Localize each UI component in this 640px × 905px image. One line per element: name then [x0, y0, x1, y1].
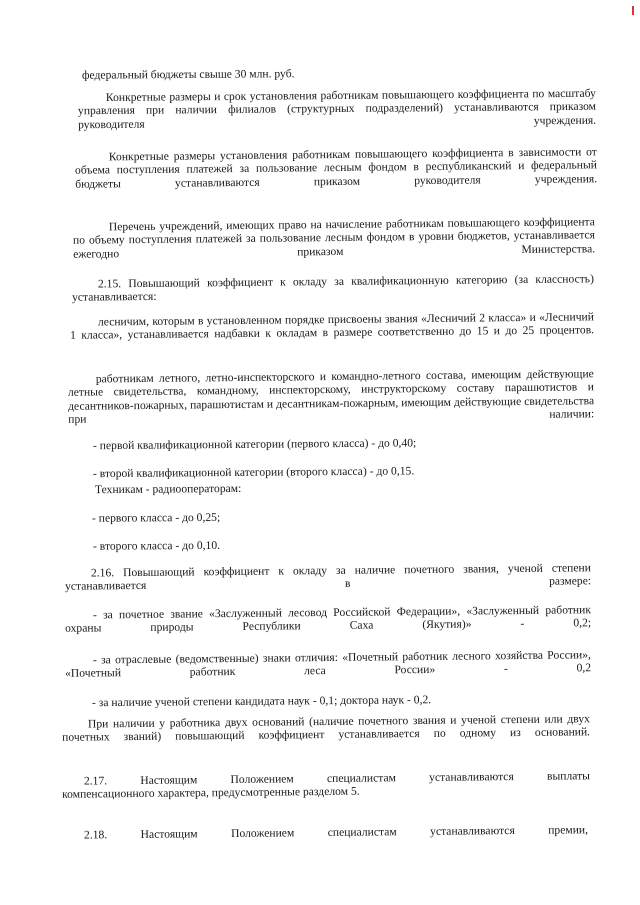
paragraph-income: Конкретные размеры установления работникам повышающего коэффициента в зависимости от объема поступления платежей за пользование лесным фондом в республиканский и федеральный бюджеты устанавливаются приказом руководителя учреждения.	[74, 145, 598, 191]
section-2-16-badges: - за отраслевые (ведомственные) знаки отличия: «Почетный работник лесного хозяйства России», «Почетный работник леса России» - 0,2	[65, 648, 592, 681]
section-2-15-tech-class-2: - второго класса - до 0,10.	[92, 538, 221, 553]
section-2-15-foresters: лесничим, которым в установленном порядке присвоены звания «Лесничий 2 класса» и «Лесничий 1 класса», устанавливается надбавки к окладам в размере соответственно до 15 и до 25 процентов.	[70, 310, 595, 343]
paragraph-list-institutions: Перечень учреждений, имеющих право на начисление работникам повышающего коэффициента по объему поступления платежей за пользование лесным фондом в уровни бюджетов, устанавливается ежегодно приказом Министерства.	[72, 215, 596, 261]
section-2-17-line-1: 2.17. Настоящим Положением специалистам устанавливаются выплаты	[83, 769, 590, 788]
scan-corner-mark	[632, 6, 634, 15]
section-2-18-line-1: 2.18. Настоящим Положением специалистам устанавливаются премии,	[83, 823, 589, 842]
section-2-17	[62, 769, 590, 801]
section-2-15-heading: 2.15. Повышающий коэффициент к окладу за квалификационную категорию (за классность) устанавливается:	[72, 272, 594, 305]
section-2-17-line-2: компенсационного характера, предусмотренные разделом 5.	[62, 785, 360, 802]
section-2-15-category-1: - первой квалификационной категории (первого класса) - до 0,40;	[92, 436, 417, 453]
section-2-15-category-2: - второй квалификационной категории (второго класса) - до 0,15.	[92, 464, 415, 481]
section-2-18	[60, 823, 588, 842]
section-2-15-flight-staff: работникам летного, летно-инспекторского и командно-летного состава, имеющим действующие летные свидетельства, командному, инспекторскому, инструкторскому составу парашютистов и десантников-пожарных, парашютистам и десантникам-пожарным, имеющим действующие свидетельства при наличии:	[67, 367, 595, 426]
paragraph-branches: Конкретные размеры и срок установления работникам повышающего коэффициента по масштабу управления при наличии филиалов (структурных подразделений) устанавливаются приказом руководителя учреждения.	[77, 86, 597, 132]
section-2-15-tech-class-1: - первого класса - до 0,25;	[91, 510, 221, 525]
section-2-16-degree: - за наличие ученой степени кандидата наук - 0,1; доктора наук - 0,2.	[91, 693, 432, 710]
section-2-16-honorary-title: - за почетное звание «Заслуженный лесовод Российской Федерации», «Заслуженный работник охраны природы Республики Саха (Якутия)» - 0,2;	[65, 603, 592, 636]
paragraph-intro-tail: федеральный бюджеты свыше 30 млн. руб.	[81, 67, 295, 82]
section-2-16-two-grounds: При наличии у работника двух оснований (наличие почетного звания и ученой степени или двух почетных званий) повышающий коэффициент устанавливается по одному из оснований.	[62, 712, 591, 745]
section-2-15-technicians: Техникам - радиооператорам:	[94, 481, 242, 497]
section-2-16-heading: 2.16. Повышающий коэффициент к окладу за наличие почетного звания, ученой степени устанавливается в размере:	[65, 561, 592, 594]
